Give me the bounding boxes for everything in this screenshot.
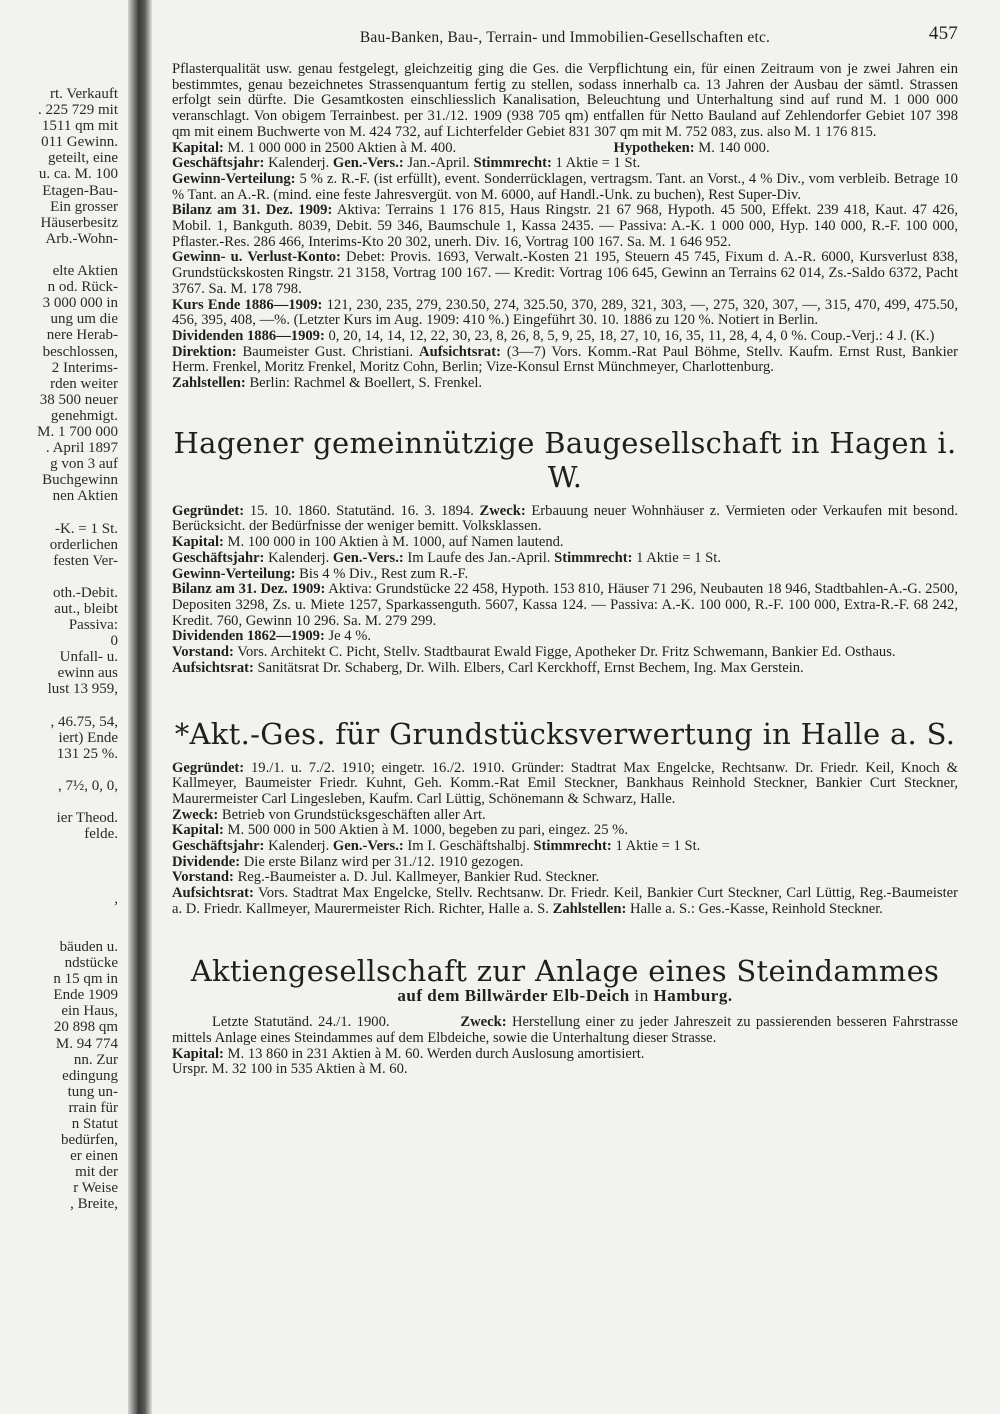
book-gutter	[128, 0, 152, 1414]
zweck-entry: Zweck: Betrieb von Grundstücksgeschäften aller Art.	[172, 806, 486, 823]
left-fragment-line	[0, 762, 118, 778]
left-fragment-line: ,	[114, 890, 118, 907]
left-fragment-line: Etagen-Bau-	[42, 182, 118, 199]
kapital-entry: Kapital: M. 1 000 000 in 2500 Aktien à M. 400. Hypotheken: M. 140 000.	[172, 139, 770, 156]
left-fragment-line: nere Herab-	[46, 327, 118, 344]
running-header	[172, 23, 958, 54]
left-fragment-line: n Statut	[71, 1116, 118, 1132]
zahlstellen-entry: Zahlstellen: Berlin: Rachmel & Boellert, S. Frenkel.	[172, 375, 483, 392]
left-fragment-line: , 7½, 0, 0,	[58, 778, 118, 795]
left-fragment-line: 011 Gewinn.	[41, 134, 118, 151]
bilanz-entry: Bilanz am 31. Dez. 1909: Aktiva: Grundstücke 22 458, Hypoth. 153 810, Häuser 71 296, Neubauten 18 946, Stadtbahlen-A.-G. 2500, Depositen 3298, Zs. u. Miete 1257, Sparkassenguth. 5607, Kassa 124. — Passiva: A.-K. 100 000, R.-F. 100 000, Extra-R.-F. 68 242, Kredit. 760, Gewinn 10 296. Sa. M. 279 299.	[172, 581, 958, 629]
left-fragment-line: Ein grosser	[50, 198, 118, 215]
statut-zweck-entry: Letzte Statutänd. 24./1. 1900. Zweck: Herstellung einer zu jeder Jahreszeit zu passierenden besseren Fahrstrasse mittels Anlage eines Steindammes auf dem Elbdeiche, sowie die Unterhaltung dieser Strasse.	[172, 1014, 958, 1046]
left-fragment-line: oth.-Debit.	[53, 584, 118, 601]
left-fragment-line: ier Theod.	[56, 810, 118, 827]
left-fragment-line	[0, 794, 118, 810]
left-fragment-line: , Breite,	[70, 1196, 118, 1213]
left-fragment-line	[0, 698, 118, 714]
vorstand-entry: Vorstand: Reg.-Baumeister a. D. Jul. Kallmeyer, Bankier Rud. Steckner.	[172, 869, 600, 886]
left-fragment-line: M. 94 774	[55, 1035, 118, 1052]
left-fragment-line: nn. Zur	[73, 1051, 118, 1068]
section-hagen	[172, 504, 958, 677]
section-title-steindamm: Aktiengesellschaft zur Anlage eines Steindammes	[190, 953, 940, 988]
left-fragment-line: ein Haus,	[61, 1003, 118, 1020]
left-fragment-line: edingung	[62, 1067, 118, 1084]
left-fragment-line: , 46.75, 54,	[50, 713, 118, 730]
left-fragment-line	[0, 907, 118, 923]
left-fragment-line: r Weise	[73, 1180, 118, 1197]
section-subtitle-steindamm: auf dem Billwärder Elb-Deich in Hamburg.	[397, 985, 733, 1005]
kapital-entry: Kapital: M. 100 000 in 100 Aktien à M. 1000, auf Namen lautend.	[172, 534, 564, 551]
left-fragment-line: bedürfen,	[60, 1132, 118, 1149]
left-fragment-line: genehmigt.	[50, 407, 118, 424]
page-number: 457	[928, 23, 958, 44]
kurs-entry: Kurs Ende 1886—1909: 121, 230, 235, 279, 230.50, 274, 325.50, 370, 289, 321, 303, —, 275, 320, 307, —, 315, 470, 499, 475.50, 456, 395, 408, —%. (Letzter Kurs im Aug. 1909: 410 %.) Eingeführt 30. 10. 1886 zu 120 %. Notiert in Berlin.	[172, 296, 959, 329]
left-fragment-line: g von 3 auf	[50, 456, 118, 473]
left-fragment-line: Unfall- u.	[59, 649, 118, 666]
left-fragment-line	[0, 842, 118, 858]
left-fragment-line: . 225 729 mit	[37, 102, 118, 119]
page-content	[172, 23, 959, 1078]
kapital-entry: Kapital: M. 500 000 in 500 Aktien à M. 1000, begeben zu pari, eingez. 25 %.	[172, 822, 628, 839]
left-fragment-line: rrain für	[68, 1099, 118, 1116]
dividenden-entry: Dividenden 1886—1909: 0, 20, 14, 14, 12, 22, 30, 23, 8, 26, 8, 5, 9, 25, 18, 27, 10, 16, 35, 11, 28, 4, 4, 0 %. Coup.-Verj.: 4 J. (K.)	[172, 327, 935, 344]
left-fragment-line: ndstücke	[64, 955, 118, 972]
left-fragment-line: rt. Verkauft	[49, 86, 118, 102]
left-fragment-line	[0, 859, 118, 875]
left-fragment-line: n od. Rück-	[47, 279, 118, 296]
dividende-entry: Dividende: Die erste Bilanz wird per 31./12. 1910 gezogen.	[172, 853, 524, 870]
left-fragment-line: rden weiter	[50, 375, 118, 392]
left-fragment-line: Passiva:	[68, 617, 118, 634]
gewinn-entry: Gewinn-Verteilung: Bis 4 % Div., Rest zum R.-F.	[172, 565, 469, 582]
left-fragment-line	[0, 504, 118, 520]
gegruendet-entry: Gegründet: 19./1. u. 7./2. 1910; eingetr. 16./2. 1910. Gründer: Stadtrat Max Engelcke, Rechtsanw. Dr. Friedr. Keil, Knoch & Kallmeyer, Baumeister Friedr. Kuhnt, Geh. Komm.-Rat Emil Steckner, Bankhaus Reinhold Steckner, Bankier Curt Steckner, Maurermeister Carl Lingesleben, Kaufm. Carl Lüttig, Schönemann & Schwarz, Halle.	[172, 759, 958, 807]
left-fragment-line: . April 1897	[45, 440, 118, 457]
left-fragment-line: Ende 1909	[53, 987, 118, 1004]
geschaeftsjahr-entry: Geschäftsjahr: Kalenderj. Gen.-Vers.: Im I. Geschäftshalbj. Stimmrecht: 1 Aktie = 1 St.	[172, 838, 701, 855]
left-fragment-line: 3 000 000 in	[42, 295, 118, 312]
left-fragment-line	[0, 247, 118, 263]
left-fragment-line: 38 500 neuer	[39, 391, 118, 408]
geschaeftsjahr-entry: Geschäftsjahr: Kalenderj. Gen.-Vers.: Jan.-April. Stimmrecht: 1 Aktie = 1 St.	[172, 155, 641, 172]
vorstand-entry: Vorstand: Vors. Architekt C. Picht, Stellv. Stadtbaurat Ewald Figge, Apotheker Dr. Fritz Schwemann, Bankier Ed. Osthaus.	[172, 644, 896, 661]
section-title-hagen: Hagener gemeinnützige Baugesellschaft in Hagen i. W.	[173, 425, 957, 494]
left-fragment-line: tung un-	[67, 1083, 118, 1100]
left-fragment-line: bäuden u.	[59, 938, 118, 955]
gegruendet-entry: Gegründet: 15. 10. 1860. Statutänd. 16. 3. 1894. Zweck: Erbauung neuer Wohnhäuser z. Vermieten oder Verkaufen mit besond. Berücksicht. der Bedürfnisse der weniger bemitt. Volksklassen.	[172, 502, 958, 535]
left-fragment-line: Arb.-Wohn-	[45, 230, 118, 247]
left-fragment-line: iert) Ende	[58, 729, 118, 746]
left-fragment-line: nen Aktien	[52, 488, 118, 505]
intro-paragraph: Pflasterqualität usw. genau festgelegt, gleichzeitig ging die Ges. die Verpflichtung ein, für einen Zeitraum von je zwei Jahren ein bestimmtes, genau bezeichnetes Strassenquantum fertig zu stellen, sodass innerhalb ca. 13 Jahren der Ausbau der sämtl. Strassen erfolgt sein dürfte. Die Gesamtkosten einschliesslich Kanalisation, Beleuchtung und Unterhaltung sind auf rund M. 1 000 000 veranschlagt. Von obigem Terrainbest. per 31./12. 1909 (938 705 qm) entfallen für Netto Bauland auf Zehlendorfer Gebiet 107 398 qm mit einem Buchwerte von M. 424 732, auf Lichterfelder Gebiet 831 307 qm mit M. 752 083, zus. also M. 1 176 815.	[172, 61, 958, 140]
left-fragment-line: u. ca. M. 100	[38, 166, 118, 183]
left-fragment-line: M. 1 700 000	[37, 423, 118, 440]
running-title: Bau-Banken, Bau-, Terrain- und Immobilien-Gesellschaften etc.	[359, 29, 771, 46]
left-fragment-line	[0, 875, 118, 891]
kapital-entry: Kapital: M. 13 860 in 231 Aktien à M. 60. Werden durch Auslosung amortisiert.	[172, 1045, 645, 1062]
gewinn-entry: Gewinn-Verteilung: 5 % z. R.-F. (ist erfüllt), event. Sonderrücklagen, vertragsm. Tant. an Vorst., 4 % Div., vom verbleib. Betrage 10 % Tant. an A.-R. (mind. eine feste Jahresvergüt. von M. 6000, auf Handl.-Unk. zu buchen), Rest Super-Div.	[172, 170, 958, 203]
left-fragment-line: ewinn aus	[57, 665, 118, 682]
direktion-entry: Direktion: Baumeister Gust. Christiani. Aufsichtsrat: (3—7) Vors. Komm.-Rat Paul Böhme, Stellv. Kaufm. Ernst Rust, Bankier Herm. Frenkel, Moritz Frenkel, Moritz Cohn, Berlin; Vize-Konsul Ernst Münchmeyer, Charlottenburg.	[172, 343, 958, 376]
left-fragment-line: mit der	[75, 1164, 118, 1181]
left-fragment-line: festen Ver-	[53, 552, 118, 569]
left-fragment-line: geteilt, eine	[48, 150, 118, 167]
left-fragment-line: 2 Interims-	[51, 359, 118, 376]
left-fragment-line: n 15 qm in	[53, 971, 118, 988]
aufsichtsrat-entry: Aufsichtsrat: Sanitätsrat Dr. Schaberg, Dr. Wilh. Elbers, Carl Kerckhoff, Ernst Bechem, Ing. Max Gerstein.	[172, 659, 804, 676]
left-page-fragment	[0, 86, 118, 1213]
aufsichtsrat-entry: Aufsichtsrat: Vors. Stadtrat Max Engelcke, Stellv. Rechtsanw. Dr. Friedr. Keil, Bankier Curt Steckner, Carl Lüttig, Reg.-Baumeister a. D. Friedr. Kallmeyer, Maurermeister Rich. Richter, Halle a. S. Zahlstellen: Halle a. S.: Ges.-Kasse, Reinhold Steckner.	[172, 885, 958, 917]
left-fragment-line: aut., bleibt	[54, 601, 118, 617]
left-fragment-line: -K. = 1 St.	[54, 520, 118, 537]
section-continuation	[172, 62, 958, 392]
urspr-entry: Urspr. M. 32 100 in 535 Aktien à M. 60.	[172, 1061, 408, 1078]
left-fragment-line	[0, 569, 118, 585]
geschaeftsjahr-entry: Geschäftsjahr: Kalenderj. Gen.-Vers.: Im Laufe des Jan.-April. Stimmrecht: 1 Aktie = 1 St.	[172, 549, 721, 566]
dividenden-entry: Dividenden 1862—1909: Je 4 %.	[172, 628, 372, 645]
left-fragment-line: 131 25 %.	[56, 745, 118, 762]
left-fragment-line: 1511 qm mit	[41, 118, 118, 135]
left-fragment-line: ung um die	[50, 311, 118, 328]
section-halle	[172, 761, 958, 918]
left-fragment-line: er einen	[70, 1148, 118, 1165]
section-title-halle: *Akt.-Ges. für Grundstücksverwertung in Halle a. S.	[174, 716, 956, 751]
left-fragment-line: felde.	[84, 826, 118, 843]
guv-entry: Gewinn- u. Verlust-Konto: Debet: Provis. 1693, Verwalt.-Kosten 21 195, Steuern 45 745, Fixum d. A.-R. 6000, Kursverlust 838, Grundstückskosten Ringstr. 21 3158, Vortrag 100 167. — Kredit: Vortrag 106 645, Gewinn an Terrains 62 014, Zs.-Saldo 6372, Pacht 3767. Sa. M. 178 798.	[172, 249, 958, 297]
bilanz-entry: Bilanz am 31. Dez. 1909: Aktiva: Terrains 1 176 815, Haus Ringstr. 21 67 968, Hypoth. 45 500, Effekt. 239 418, Kaut. 47 426, Mobil. 1, Bankguth. 8039, Debit. 59 346, Baumschule 1, Kassa 2435. — Passiva: A.-K. 1 000 000, Hyp. 140 000, R.-F. 100 000, Pflaster.-Res. 286 466, Interims-Kto 20 302, unerh. Div. 16, Vortrag 100 167. Sa. M. 1 646 952.	[172, 202, 958, 250]
left-fragment-line: Häuserbesitz	[40, 214, 118, 231]
left-fragment-line: 20 898 qm	[53, 1019, 118, 1036]
left-fragment-line: beschlossen,	[42, 343, 118, 360]
left-fragment-line: Buchgewinn	[42, 472, 118, 489]
left-fragment-line: lust 13 959,	[47, 681, 118, 698]
left-fragment-line: orderlichen	[49, 536, 118, 553]
left-fragment-line: 0	[110, 633, 118, 650]
section-steindamm	[172, 1015, 958, 1078]
left-fragment-line: elte Aktien	[52, 263, 118, 280]
left-fragment-line	[0, 923, 118, 939]
